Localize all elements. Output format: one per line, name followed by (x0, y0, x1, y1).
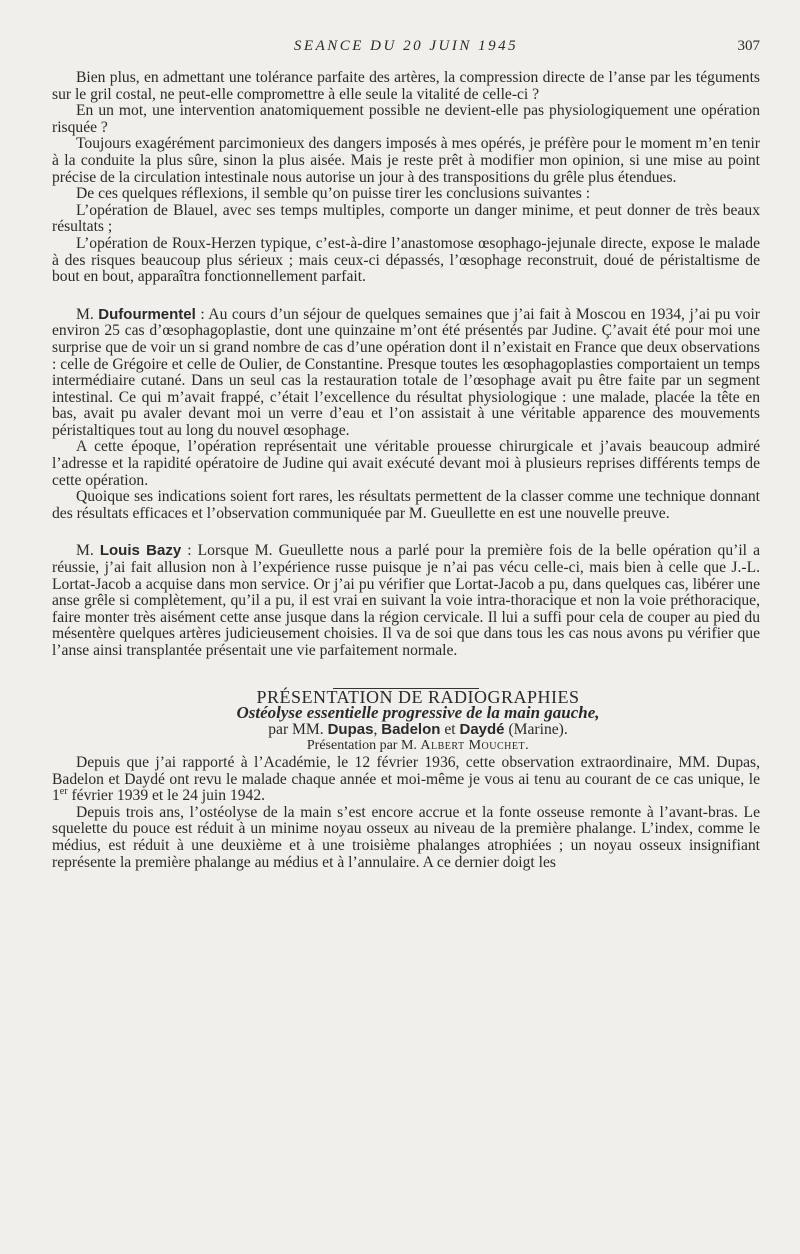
presenter-name: Albert Mouchet. (420, 738, 530, 754)
page-header (52, 38, 760, 62)
author-name: Dupas (327, 720, 374, 738)
authors-prefix: par MM. (268, 720, 324, 738)
paragraph: Quoique ses indications soient fort rares, les résultats permettent de la classer comme une technique donnant des résultats efficaces et l’observation communiquée par M. Gueullette en est une nouvelle preuve. (52, 488, 760, 522)
paragraph: Toujours exagérément parcimonieux des dangers imposés à mes opérés, je préfère pour le moment m’en tenir à la conduite la plus sûre, sinon la plus aisée. Mais je reste prêt à modifier mon opinion, si une mise au point précise de la circulation intestinale nous autorise un jour à des transpositions du grêle plus étendues. (52, 135, 760, 186)
paragraph: Depuis trois ans, l’ostéolyse de la main s’est encore accrue et la fonte osseuse remonte à l’avant-bras. Le squelette du pouce est réduit à un minime noyau osseux au niveau de la première phalange. L’index, comme le médius, est réduit à une deuxième et à une troisième phalanges atrophiées ; un noyau osseux insignifiant représente la première phalange au médius et à l’annulaire. A ce dernier doigt les (52, 803, 760, 871)
page-body (52, 70, 760, 871)
presentation-line (52, 738, 760, 755)
speaker-prefix: M. (76, 542, 94, 560)
superscript: er (59, 785, 68, 797)
dufourmentel-remark (52, 307, 760, 440)
speaker-name: Dufourmentel (98, 305, 196, 323)
paragraph-text: février 1939 et le 24 juin 1942. (67, 787, 266, 805)
article-title: Ostéolyse essentielle progressive de la main gauche, (236, 703, 600, 723)
authors-affiliation: (Marine). (508, 720, 568, 738)
section-title: PRÉSENTATION DE RADIOGRAPHIES (256, 686, 580, 707)
authors-line: par MM. Dupas, Badelon et Daydé (Marine). (268, 720, 568, 738)
paragraph-text: Depuis que j’ai rapporté à l’Académie, le 12 février 1936, cette observation extraordinaire, MM. Dupas, Badelon et Daydé ont revu le malade chaque année et moi-même je vous ai tenu au courant de ce cas unique, le 1 (52, 753, 760, 805)
page-number: 307 (737, 38, 760, 54)
speaker-name: Louis Bazy (99, 542, 182, 560)
bazy-remark (52, 543, 760, 659)
paragraph (52, 755, 760, 805)
speaker-prefix: M. (76, 305, 94, 323)
paragraph: En un mot, une intervention anatomiquement possible ne devient-elle pas physiologiquement une opération risquée ? (52, 102, 760, 136)
paragraph: L’opération de Roux-Herzen typique, c’est-à-dire l’anastomose œsophago-jejunale directe, expose le malade à des risques beaucoup plus sérieux ; mais ceux-ci dépassés, l’œsophage reconstruit, doué de péristaltisme de bout en bout, apparaîtra fonctionnellement parfait. (52, 234, 760, 286)
paragraph: De ces quelques réflexions, il semble qu’on puisse tirer les conclusions suivantes : (76, 185, 591, 203)
remark-text: : Lorsque M. Gueullette nous a parlé pour la première fois de la belle opération qu’il a réussie, j’ai fait allusion non à l’expérience russe puisque je n’ai pas vécu celle-ci, mais bien à celle que J.-L. Lortat-Jacob a acquise dans mon service. Or j’ai pu vérifier que Lortat-Jacob a pu, dans quelques cas, libérer une anse grêle si complètement, qu’il a pu, il est vrai en suivant la voie intra-thoracique et non la voie préthoracique, faire monter très aisément cette anse jusque dans la région cervicale. Il lui a suffi pour cela de couper au pied du mésentère quelques artères judicieusement choisies. Il va de soi que dans tous les cas nous avons pu vérifier que l’anse ainsi transplantée présentait une vie parfaitement normale. (52, 542, 760, 659)
authors-conjunction: et (444, 720, 456, 738)
paragraph: L’opération de Blauel, avec ses temps multiples, comporte un danger minime, et peut donner de très beaux résultats ; (52, 201, 760, 236)
running-title: SEANCE DU 20 JUIN 1945 (293, 38, 519, 54)
author-name: Daydé (459, 720, 505, 738)
paragraph: Bien plus, en admettant une tolérance parfaite des artères, la compression directe de l’anse par les téguments sur le gril costal, ne peut-elle compromettre à elle seule la vitalité de celle-ci ? (52, 69, 760, 103)
paragraph: A cette époque, l’opération représentait une véritable prouesse chirurgicale et j’avais beaucoup admiré l’adresse et la rapidité opératoire de Judine qui avait exécuté devant moi à plusieurs reprises différents temps de cette opération. (52, 438, 760, 489)
remark-text: : Au cours d’un séjour de quelques semaines que j’ai fait à Moscou en 1934, j’ai pu voir environ 25 cas d’œsophagoplastie, dont une quinzaine m’ont été présentés par Judine. Ç’avait été pour moi une surprise que de voir un si grand nombre de cas d’une opération dont il n’existait en France que deux observations : celle de Grégoire et celle de Oulier, de Constantine. Presque toutes les œsophagoplasties comportaient un temps intermédiaire cutané. Dans un seul cas la restauration totale de l’œsophage avait pu être faite par un segment intestinal. Ce qui m’avait frappé, c’était l’excellence du résultat physiologique : une malade, placée la tête en bas, avait pu avaler devant moi un verre d’eau et l’on assistait à une véritable apparence des mouvements péristaltiques tout au long du nouvel œsophage. (52, 305, 761, 439)
author-name: Badelon (381, 720, 441, 738)
presentation-prefix: Présentation par M. (306, 738, 417, 754)
